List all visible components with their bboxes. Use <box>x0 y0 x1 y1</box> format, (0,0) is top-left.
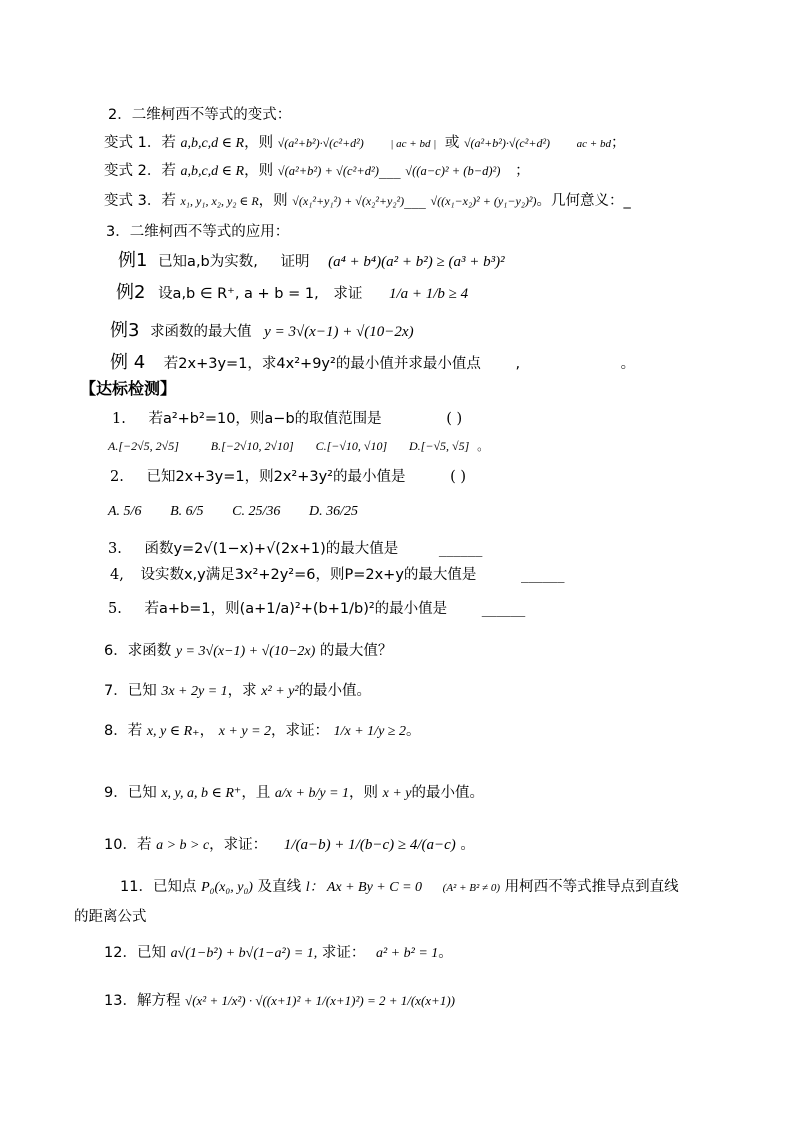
option-d: D.[−√5, √5] <box>409 439 470 453</box>
option-a: A. 5/6 <box>108 504 142 519</box>
applications-heading: 3．二维柯西不等式的应用： <box>106 224 290 240</box>
example-1: 例1 已知a,b为实数, 证明 (a⁴ + b⁴)(a² + b²) ≥ (a³ + b³)² <box>118 250 505 271</box>
example-2: 例2 设a,b ∈ R⁺, a + b = 1, 求证 1/a + 1/b ≥ 4 <box>116 282 469 303</box>
practice-2: 2. 已知2x+3y=1，则2x²+3y²的最小值是 ( ) <box>110 469 467 485</box>
problem-11: 11．已知点 P₀(x₀, y₀) 及直线 l： Ax + By + C = 0 (A² + B² ≠ 0) 用柯西不等式推导点到直线 <box>120 879 679 895</box>
variant-3: 变式 3．若 x₁, y₁, x₂, y₂ ∈ R，则 √(x₁²+y₁²) + √(x₂²+y₂²)___ √((x₁−x₂)² + (y₁−y₂)²)。几何意义：_ <box>104 193 631 209</box>
example-4: 例 4 若2x+3y=1，求4x²+9y²的最小值并求最小值点 , 。 <box>110 352 636 373</box>
option-c: C. 25/36 <box>232 504 281 519</box>
option-c: C.[−√10, √10] <box>315 439 388 453</box>
example-3: 例3 求函数的最大值 y = 3√(x−1) + √(10−2x) <box>110 320 414 341</box>
variants-heading: 2．二维柯西不等式的变式： <box>108 107 292 123</box>
practice-2-options <box>108 504 358 519</box>
problem-8: 8．若 x, y ∈ R₊， x + y = 2，求证： 1/x + 1/y ≥ 2。 <box>104 723 421 739</box>
problem-12: 12．已知 a√(1−b²) + b√(1−a²) = 1, 求证： a² + b² = 1。 <box>104 945 453 961</box>
practice-1: 1. 若a²+b²=10，则a−b的取值范围是 ( ) <box>112 411 463 427</box>
variant-1: 变式 1．若 a,b,c,d ∈ R，则 √(a²+b²)·√(c²+d²) | ac + bd | 或 √(a²+b²)·√(c²+d²) ac + bd； <box>104 135 626 151</box>
problem-9: 9．已知 x, y, a, b ∈ R⁺，且 a/x + b/y = 1，则 x + y的最小值。 <box>104 785 485 801</box>
variant-2: 变式 2．若 a,b,c,d ∈ R，则 √(a²+b²) + √(c²+d²)___ √((a−c)² + (b−d)²) ； <box>104 163 530 179</box>
practice-4: 4, 设实数x,y满足3x²+2y²=6，则P=2x+y的最大值是 ______ <box>110 567 565 583</box>
practice-heading: 【达标检测】 <box>80 379 177 398</box>
option-b: B. 6/5 <box>170 504 204 519</box>
option-d: D. 36/25 <box>308 504 358 519</box>
option-a: A.[−2√5, 2√5] <box>108 439 179 453</box>
practice-1-options: A.[−2√5, 2√5] B.[−2√10, 2√10] C.[−√10, √10] D.[−√5, √5] 。 <box>108 439 490 453</box>
problem-10: 10．若 a > b > c，求证： 1/(a−b) + 1/(b−c) ≥ 4/(a−c) 。 <box>104 837 475 853</box>
practice-5: 5. 若a+b=1，则(a+1/a)²+(b+1/b)²的最小值是 ______ <box>108 601 526 617</box>
practice-3: 3. 函数y=2√(1−x)+√(2x+1)的最大值是 ______ <box>108 541 483 557</box>
problem-13: 13．解方程 √(x² + 1/x²) · √((x+1)² + 1/(x+1)²) = 2 + 1/(x(x+1)) <box>104 993 455 1009</box>
problem-6: 6．求函数 y = 3√(x−1) + √(10−2x) 的最大值？ <box>104 643 393 659</box>
problem-7: 7．已知 3x + 2y = 1，求 x² + y²的最小值。 <box>104 683 372 699</box>
problem-11-line2: 的距离公式 <box>74 909 147 925</box>
option-b: B.[−2√10, 2√10] <box>210 439 294 453</box>
